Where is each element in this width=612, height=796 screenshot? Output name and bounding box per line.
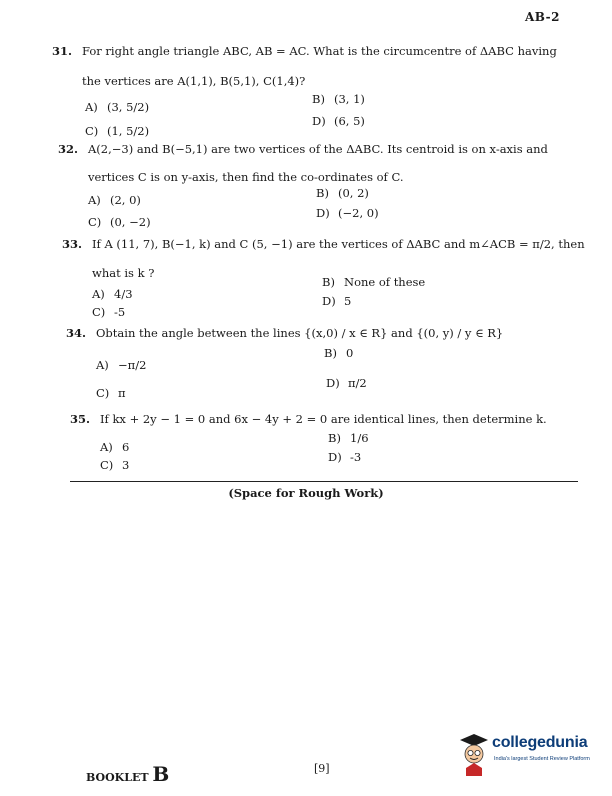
- option-b: B) (3, 1): [312, 92, 365, 106]
- question-text-line1: For right angle triangle ABC, AB = AC. What is the circumcentre of ΔABC having: [82, 44, 557, 58]
- question-number: 35.: [70, 412, 91, 426]
- question-33: [62, 237, 585, 251]
- option-d: D) π/2: [326, 376, 367, 390]
- question-number: 31.: [52, 44, 73, 58]
- booklet-label: BOOKLET B: [86, 762, 170, 786]
- option-c: C) -5: [92, 305, 126, 319]
- option-c: C) 3: [100, 458, 130, 472]
- question-35: [70, 412, 547, 426]
- booklet-code: AB-2: [524, 10, 560, 24]
- question-number: 32.: [58, 142, 79, 156]
- option-d: D) (−2, 0): [316, 206, 379, 220]
- brand-name: collegedunia: [492, 734, 588, 751]
- question-32: [58, 142, 548, 156]
- option-a: A) 4/3: [92, 287, 133, 301]
- booklet-letter: B: [152, 762, 170, 786]
- option-c: C) (0, −2): [88, 215, 151, 229]
- option-d: D) -3: [328, 450, 362, 464]
- watermark-logo: [458, 732, 598, 782]
- option-c: C) (1, 5/2): [85, 124, 150, 138]
- option-d: D) (6, 5): [312, 114, 365, 128]
- option-d: D) 5: [322, 294, 352, 308]
- option-b: B) 0: [324, 346, 354, 360]
- question-text-line1: If kx + 2y − 1 = 0 and 6x − 4y + 2 = 0 are identical lines, then determine k.: [100, 412, 547, 426]
- question-33-line2: what is k ?: [92, 266, 155, 280]
- question-number: 33.: [62, 237, 83, 251]
- question-text-line1: If A (11, 7), B(−1, k) and C (5, −1) are the vertices of ΔABC and m∠ACB = π/2, then: [92, 237, 585, 251]
- option-b: B) (0, 2): [316, 186, 369, 200]
- option-a: A) 6: [100, 440, 130, 454]
- option-c: C) π: [96, 386, 126, 400]
- page-number: [9]: [314, 762, 330, 775]
- question-32-line2: vertices C is on y-axis, then find the co-ordinates of C.: [88, 170, 404, 184]
- graduate-mascot-icon: [458, 732, 490, 776]
- option-b: B) None of these: [322, 275, 426, 289]
- option-a: A) (3, 5/2): [85, 100, 150, 114]
- question-number: 34.: [66, 326, 87, 340]
- question-34: [66, 326, 503, 340]
- option-a: A) −π/2: [96, 358, 147, 372]
- divider-line: [70, 481, 578, 482]
- option-b: B) 1/6: [328, 431, 369, 445]
- rough-work-label: (Space for Rough Work): [0, 486, 612, 500]
- question-31-line2: the vertices are A(1,1), B(5,1), C(1,4)?: [82, 74, 306, 88]
- question-31: [52, 44, 557, 58]
- brand-tagline: India's largest Student Review Platform: [494, 756, 590, 762]
- question-text-line1: Obtain the angle between the lines {(x,0) / x ∈ R} and {(0, y) / y ∈ R}: [96, 326, 504, 340]
- question-text-line1: A(2,−3) and B(−5,1) are two vertices of the ΔABC. Its centroid is on x-axis and: [88, 142, 548, 156]
- option-a: A) (2, 0): [88, 193, 141, 207]
